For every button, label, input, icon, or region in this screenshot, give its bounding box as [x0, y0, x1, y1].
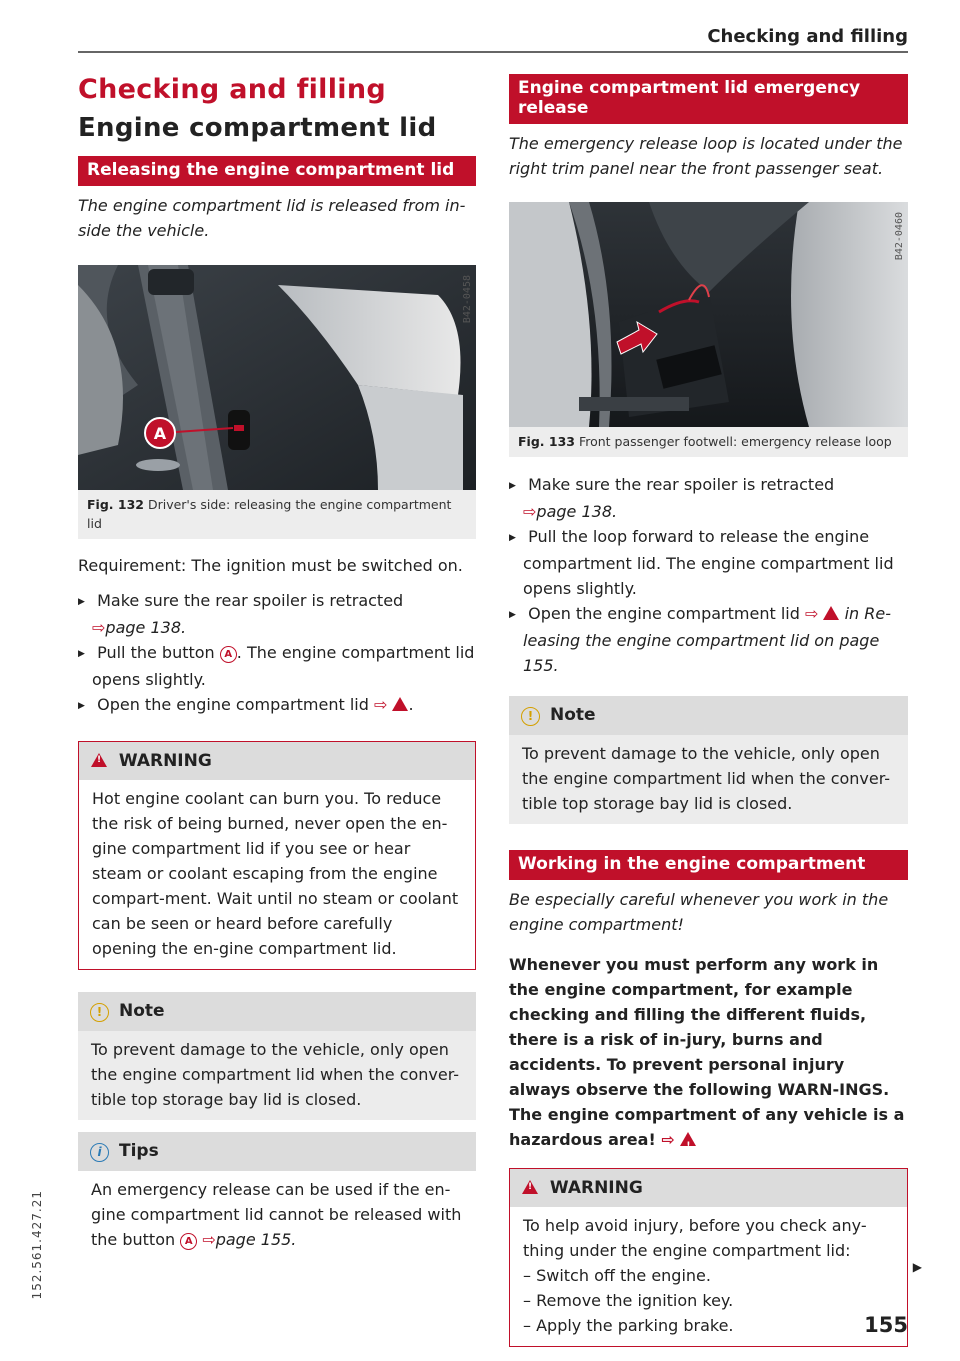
figure-callout-a: A — [153, 424, 167, 443]
warning-body — [510, 1207, 907, 1346]
warning-title: WARNING — [118, 751, 212, 771]
step-item — [509, 601, 908, 678]
continue-arrow-icon: ▶ — [912, 1260, 922, 1274]
figure-caption-text: Driver's side: releasing the engine compartment lid — [87, 497, 452, 531]
requirement-text: Requirement: The ignition must be switched on. — [78, 556, 463, 575]
button-a-icon: A — [220, 646, 237, 663]
page-ref-arrow-icon: ⇨ — [523, 502, 537, 521]
warning-triangle-icon — [91, 753, 107, 767]
figure-133 — [509, 202, 908, 427]
page-ref-arrow-icon: ⇨ — [804, 604, 819, 623]
tips-header — [78, 1132, 476, 1171]
lead-text: The engine compartment lid is released from in-side the vehicle. — [78, 196, 466, 240]
step-list — [78, 588, 476, 719]
running-head: Checking and filling — [707, 26, 908, 47]
warning-intro: To help avoid injury, before you check any-thing under the engine compartment lid: — [523, 1216, 867, 1260]
warning-list-item: – Remove the ignition key. — [523, 1288, 894, 1313]
note-box — [509, 696, 908, 824]
figure-label: Fig. 133 — [518, 434, 575, 449]
lead-text: The emergency release loop is located under the right trim panel near the front passenger seat. — [509, 134, 903, 178]
note-exclamation-icon: ! — [90, 1003, 109, 1022]
button-a-icon: A — [180, 1233, 197, 1250]
page-ref-arrow-icon: ⇨ — [92, 618, 106, 637]
warning-title: WARNING — [549, 1178, 643, 1198]
warning-box — [78, 741, 476, 970]
safety-text: Whenever you must perform any work in the engine compartment, for example checking and filling the different fluids, there is a risk of in-jury, burns and accidents. To prevent personal injury always observe the following WARN-INGS. The engine compartment of any vehicle is a hazardous area! — [509, 955, 905, 1149]
header-rule — [78, 51, 908, 53]
step-item — [509, 472, 908, 524]
warning-triangle-icon[interactable] — [680, 1132, 696, 1146]
page-ref-arrow-icon: ⇨ — [202, 1230, 216, 1249]
warning-triangle-icon[interactable] — [392, 697, 408, 711]
document-code: 152.561.427.21 — [30, 1190, 44, 1300]
page-ref-link[interactable]: page 138. — [105, 618, 187, 637]
tips-text: An emergency release can be used if the en-gine compartment lid cannot be released with the button — [91, 1180, 462, 1249]
page-number: 155 — [864, 1313, 908, 1337]
figure-caption — [509, 427, 908, 457]
note-header — [509, 696, 908, 735]
figure-caption-text: Front passenger footwell: emergency release loop — [578, 434, 892, 449]
warning-header — [79, 742, 475, 780]
chapter-title: Checking and filling — [78, 74, 386, 105]
tips-box — [78, 1132, 476, 1260]
page-ref-link[interactable]: page 138. — [536, 502, 618, 521]
step-text: Make sure the rear spoiler is retracted — [528, 475, 835, 494]
tips-title: Tips — [119, 1141, 159, 1161]
note-body: To prevent damage to the vehicle, only open the engine compartment lid when the conver-tible top storage bay lid is closed. — [78, 1031, 476, 1120]
note-box — [78, 992, 476, 1120]
step-item — [78, 588, 476, 640]
note-exclamation-icon: ! — [521, 707, 540, 726]
step-item: ▶ Open the engine compartment lid ⇨ ! . — [78, 692, 476, 719]
warning-header — [510, 1169, 907, 1207]
figure-132-illustration — [78, 265, 476, 490]
note-header — [78, 992, 476, 1031]
lead-text: Be especially careful whenever you work in the engine compartment! — [509, 890, 889, 934]
step-item — [78, 640, 476, 692]
warning-box — [509, 1168, 908, 1347]
figure-caption — [78, 490, 476, 539]
warning-list-item: – Switch off the engine. — [523, 1263, 894, 1288]
figure-132 — [78, 265, 476, 490]
step-text: Open the engine compartment lid — [97, 695, 369, 714]
warning-list — [523, 1263, 894, 1338]
page-ref-link[interactable]: in Re-leasing the engine compartment lid on page 155. — [523, 604, 891, 675]
page-ref-link[interactable]: page 155. — [215, 1230, 297, 1249]
safety-paragraph — [509, 952, 908, 1152]
warning-triangle-icon[interactable] — [823, 606, 839, 620]
step-text: Pull the button — [97, 643, 215, 662]
section-heading: Engine compartment lid — [78, 113, 437, 143]
subsection-title-working: Working in the engine compartment — [509, 850, 908, 880]
page-ref-arrow-icon: ⇨ — [661, 1130, 675, 1149]
figure-label: Fig. 132 — [87, 497, 144, 512]
subsection-title-emergency: Engine compartment lid emergency release — [509, 74, 908, 124]
warning-body: Hot engine coolant can burn you. To reduce the risk of being burned, never open the en-gine compartment lid if you see or hear steam or coolant escaping from the engine compart-ment. Wait until no steam or coolant can be seen or heard before carefully opening the en-gine compartment lid. — [79, 780, 475, 969]
left-column — [78, 74, 476, 1260]
info-icon: i — [90, 1143, 109, 1162]
note-title: Note — [550, 705, 596, 725]
note-body: To prevent damage to the vehicle, only open the engine compartment lid when the conver-tible top storage bay lid is closed. — [509, 735, 908, 824]
step-list — [509, 472, 908, 678]
step-text: Pull the loop forward to release the engine compartment lid. The engine compartment lid opens slightly. — [523, 527, 894, 598]
tips-body — [78, 1171, 476, 1260]
figure-133-illustration — [509, 202, 908, 427]
warning-list-item: – Apply the parking brake. — [523, 1313, 894, 1338]
note-title: Note — [119, 1001, 165, 1021]
figure-code: B42-0460 — [894, 212, 905, 261]
warning-triangle-icon — [522, 1180, 538, 1194]
step-text: Make sure the rear spoiler is retracted — [97, 591, 404, 610]
page-ref-arrow-icon: ⇨ — [373, 695, 388, 714]
step-item — [509, 524, 908, 601]
right-column — [509, 74, 908, 1347]
step-text: . The engine compartment lid opens slightly. — [92, 643, 475, 689]
figure-code: B42-0458 — [462, 275, 473, 324]
step-text: Open the engine compartment lid — [528, 604, 800, 623]
subsection-title-releasing: Releasing the engine compartment lid — [78, 156, 476, 186]
